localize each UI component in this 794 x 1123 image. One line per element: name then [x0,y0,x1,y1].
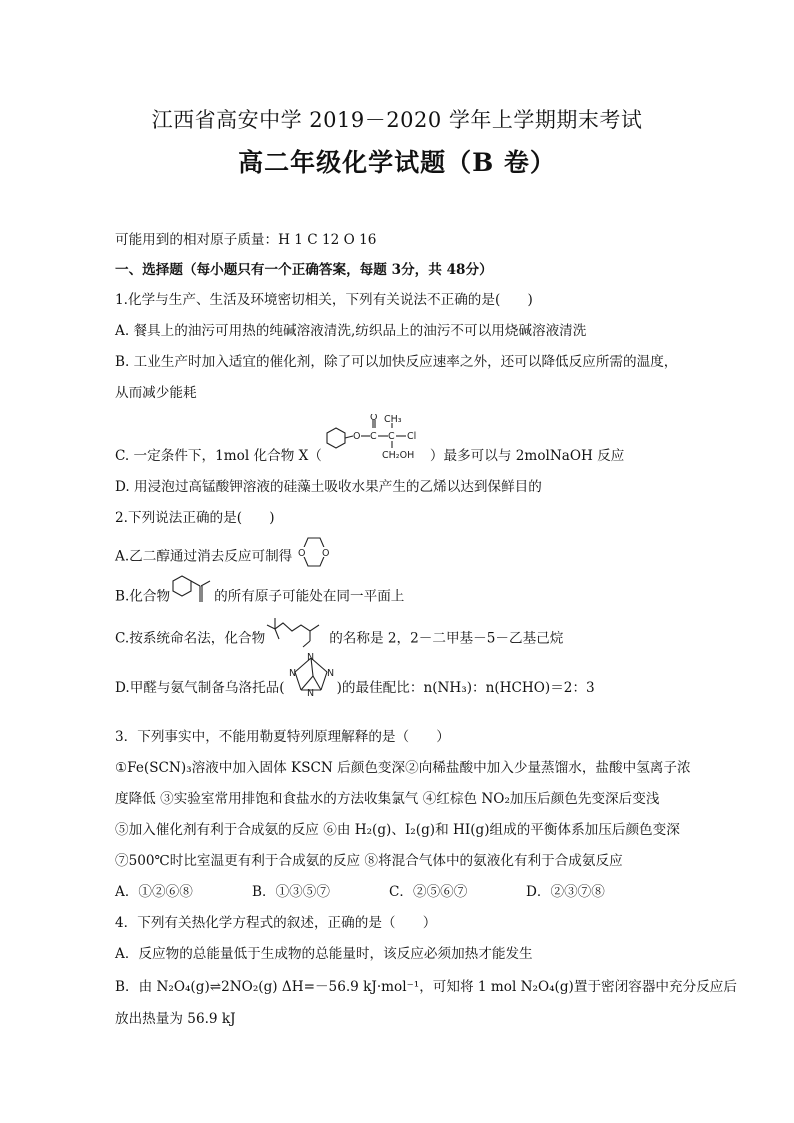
q1-option-b-line2: 从而减少能耗 [115,385,197,401]
q2-option-b-post: 的所有原子可能处在同一平面上 [214,588,405,605]
q4-option-b-line1: B．由 N₂O₄(g)⇌2NO₂(g) ΔH=－56.9 kJ·mol⁻¹，可知将 1 mol N₂O₄(g)置于密闭容器中充分反应后 [115,979,737,995]
q3-line-2: 度降低 ③实验室常用排饱和食盐水的方法收集氯气 ④红棕色 NO₂加压后颜色先变深后变浅 [115,791,660,807]
q2-option-d [115,651,715,698]
compound-x-ch3: CH₃ [383,413,402,425]
compound-x-ch2oh: CH₂OH [381,449,415,461]
exam-subtitle: 高二年级化学试题（B 卷） [238,148,556,177]
q1-stem: 1.化学与生产、生活及环境密切相关，下列有关说法不正确的是( ) [115,292,533,308]
q3-stem: 3．下列事实中，不能用勒夏特列原理解释的是（ ） [115,729,450,745]
alkane-skeletal-structure [265,615,329,651]
q3-line-4: ⑦500℃时比室温更有利于合成氨的反应 ⑧将混合气体中的氨液化有利于合成氨反应 [115,853,623,869]
compound-x-c2: C [387,430,395,442]
q1-option-c-post: ）最多可以与 2molNaOH 反应 [429,448,625,464]
urotropine-n4: N [306,687,314,698]
q2-option-a [115,545,715,569]
q2-option-b-pre: B.化合物 [115,588,171,605]
dioxane-o-right: O [322,548,330,559]
q1-option-a: A. 餐具上的油污可用热的纯碱溶液清洗,纺织品上的油污不可以用烧碱溶液清洗 [115,323,587,339]
q1-option-d: D. 用浸泡过高锰酸钾溶液的硅藻土吸收水果产生的乙烯以达到保鲜目的 [115,479,542,495]
q3-option-a: A．①②⑥⑧ [115,884,193,900]
atomic-masses: 可能用到的相对原子质量：H 1 C 12 O 16 [115,232,377,248]
urotropine-structure [285,650,337,698]
q1-option-c-pre: C. 一定条件下，1mol 化合物 X（ [115,448,322,464]
q4-stem: 4．下列有关热化学方程式的叙述，正确的是（ ） [115,915,437,931]
compound-x-o: O [352,430,361,442]
compound-x-o2: O [369,413,378,423]
compound-x-cl: Cl [406,430,417,442]
q2-option-d-post: )的最佳配比：n(NH₃)：n(HCHO)＝2：3 [336,680,595,696]
q3-option-d: D．②③⑦⑧ [526,884,605,900]
q3-line-3: ⑤加入催化剂有利于合成氨的反应 ⑥由 H₂(g)、I₂(g)和 HI(g)组成的平衡体系加压后颜色变深 [115,822,680,838]
dioxane-o-left: O [298,548,306,559]
urotropine-n1: N [306,651,314,663]
q3-option-c: C．②⑤⑥⑦ [389,884,468,900]
q3-line-1: ①Fe(SCN)₃溶液中加入固体 KSCN 后颜色变深②向稀盐酸中加入少量蒸馏水，盐酸中氢离子浓 [115,760,691,776]
q2-option-c [115,627,715,651]
q3-option-b: B．①③⑤⑦ [252,884,330,900]
q2-option-a-text: A.乙二醇通过消去反应可制得 [115,548,293,565]
q1-option-c [115,413,715,466]
alpha-methylstyrene-structure [170,572,214,608]
q2-option-c-pre: C.按系统命名法，化合物 [115,630,266,647]
urotropine-n3: N [326,667,334,679]
urotropine-n2: N [288,667,296,679]
dioxane-structure [292,535,332,569]
compound-x-structure [322,414,430,464]
compound-x-c1: C [369,430,377,442]
q4-option-a: A．反应物的总能量低于生成物的总能量时，该反应必须加热才能发生 [115,946,533,962]
section-heading: 一、选择题（每小题只有一个正确答案，每题 3分，共 48分） [115,262,493,278]
q2-option-d-pre: D.甲醛与氨气制备乌洛托品( [115,680,285,696]
q2-stem: 2.下列说法正确的是( ) [115,510,275,526]
exam-title: 江西省高安中学 2019－2020 学年上学期期末考试 [151,108,643,132]
q1-option-b-line1: B. 工业生产时加入适宜的催化剂，除了可以加快反应速率之外，还可以降低反应所需的温度， [115,354,678,370]
q4-option-b-line2: 放出热量为 56.9 kJ [115,1011,236,1027]
q2-option-c-post: 的名称是 2，2－二甲基－5－乙基己烷 [329,630,564,647]
q2-option-b [115,586,715,608]
